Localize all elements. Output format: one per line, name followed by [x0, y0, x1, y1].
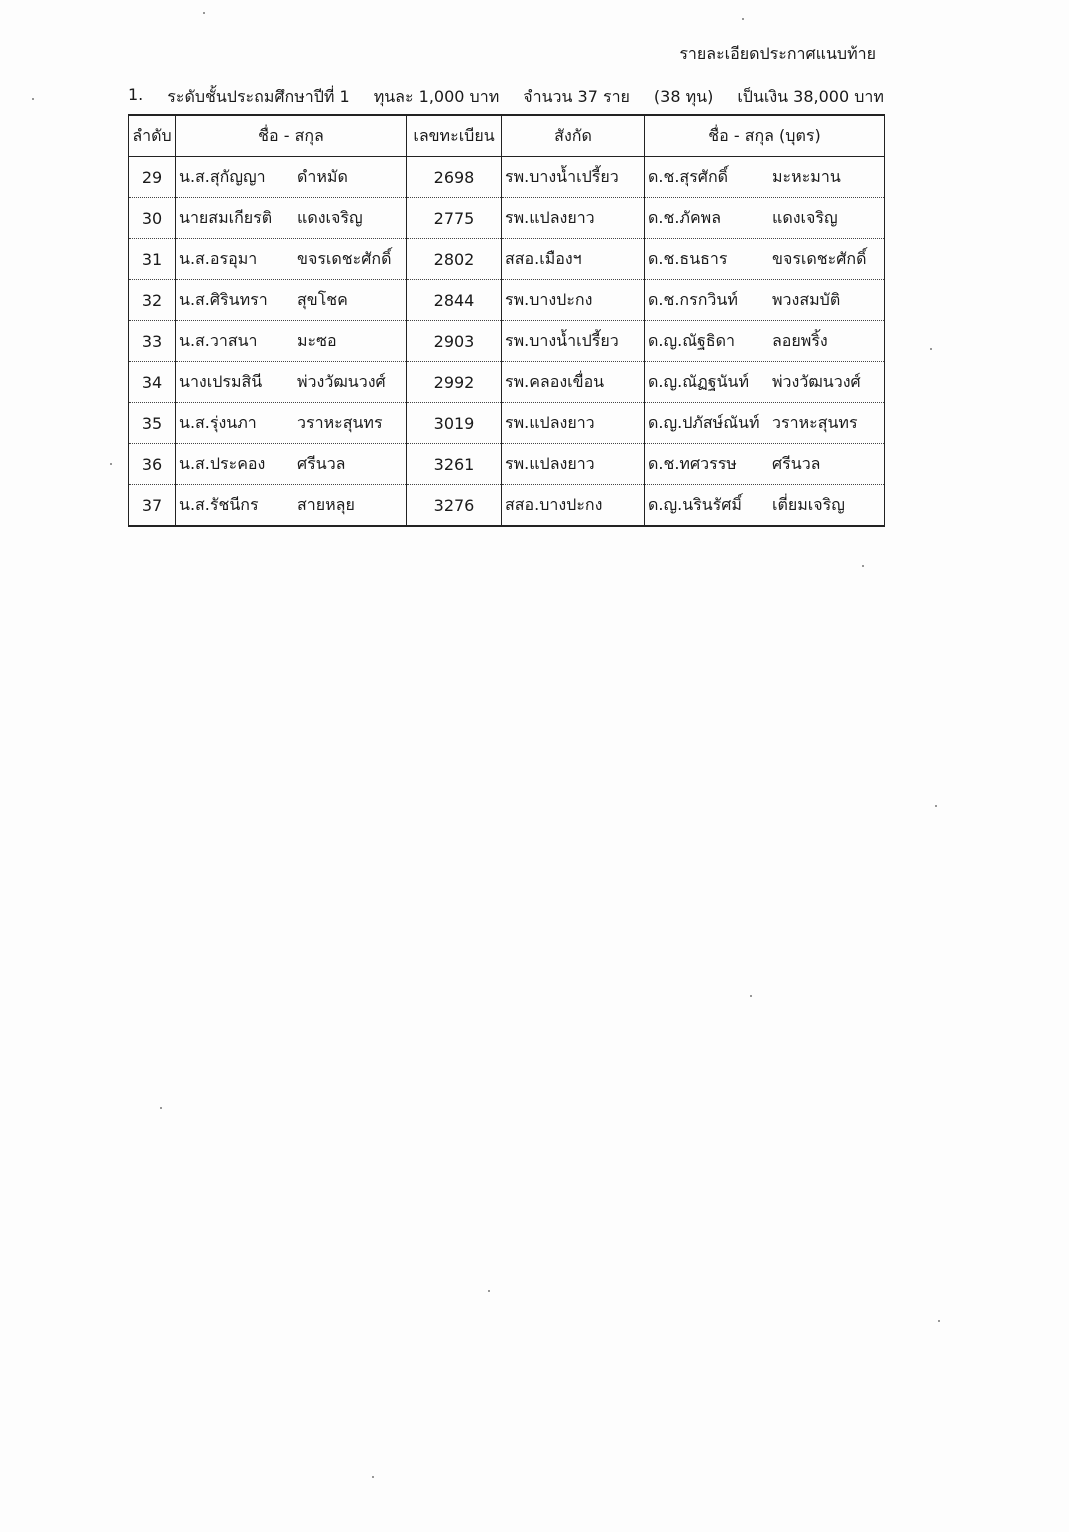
child-given-name: ด.ช.ทศวรรษ: [648, 453, 737, 473]
table-row: [129, 403, 885, 444]
surname: ดำหมัด: [297, 166, 348, 186]
table-header-row: [129, 115, 885, 157]
scan-speck: [488, 1290, 490, 1292]
cell-reg: 2992: [407, 362, 502, 403]
header-child: ชื่อ - สกุล (บุตร): [645, 115, 885, 157]
cell-child: [645, 362, 885, 403]
given-name: น.ส.รุ่งนภา: [179, 412, 257, 432]
scholarship-table: [128, 114, 885, 527]
scan-speck: [862, 565, 864, 567]
child-surname: มะหะมาน: [772, 166, 841, 186]
cell-aff: รพ.บางน้ำเปรี้ยว: [502, 321, 645, 362]
cell-no: 32: [129, 280, 176, 321]
cell-no: 36: [129, 444, 176, 485]
cell-child: [645, 321, 885, 362]
given-name: นายสมเกียรติ: [179, 207, 273, 227]
cell-reg: 3261: [407, 444, 502, 485]
child-given-name: ด.ญ.ปภัสษ์ณันท์: [648, 412, 760, 432]
section-total: เป็นเงิน 38,000 บาท: [737, 87, 884, 106]
cell-aff: รพ.บางปะกง: [502, 280, 645, 321]
cell-child: [645, 198, 885, 239]
scan-speck: [938, 1320, 940, 1322]
surname: สายหลุย: [297, 494, 355, 514]
attachment-note: รายละเอียดประกาศแนบท้าย: [679, 44, 876, 63]
child-surname: แดงเจริญ: [772, 207, 838, 227]
cell-aff: รพ.แปลงยาว: [502, 444, 645, 485]
scan-speck: [110, 463, 112, 465]
child-surname: พวงสมบัติ: [772, 289, 841, 309]
table-row: [129, 485, 885, 527]
header-name: ชื่อ - สกุล: [176, 115, 407, 157]
surname: วราหะสุนทร: [297, 412, 383, 432]
header-aff: สังกัด: [502, 115, 645, 157]
cell-name: [176, 403, 407, 444]
cell-aff: รพ.แปลงยาว: [502, 198, 645, 239]
cell-child: [645, 485, 885, 527]
cell-name: [176, 321, 407, 362]
cell-name: [176, 198, 407, 239]
cell-name: [176, 485, 407, 527]
surname: แดงเจริญ: [297, 207, 363, 227]
section-level: ระดับชั้นประถมศึกษาปีที่ 1: [167, 87, 350, 106]
child-given-name: ด.ญ.ณัฐธิดา: [648, 330, 736, 350]
cell-reg: 2698: [407, 157, 502, 198]
cell-reg: 2844: [407, 280, 502, 321]
child-surname: พ่วงวัฒนวงศ์: [772, 371, 861, 391]
cell-name: [176, 239, 407, 280]
section-number: 1.: [128, 85, 144, 104]
cell-aff: สสอ.เมืองฯ: [502, 239, 645, 280]
child-surname: ศรีนวล: [772, 453, 821, 473]
section-count: จำนวน 37 ราย: [523, 87, 630, 106]
table-row: [129, 239, 885, 280]
child-surname: ลอยพริ้ง: [772, 330, 828, 350]
given-name: น.ส.วาสนา: [179, 330, 258, 350]
header-reg: เลขทะเบียน: [407, 115, 502, 157]
scan-speck: [32, 98, 34, 100]
cell-child: [645, 239, 885, 280]
cell-child: [645, 280, 885, 321]
cell-reg: 3276: [407, 485, 502, 527]
cell-name: [176, 157, 407, 198]
surname: พ่วงวัฒนวงศ์: [297, 371, 386, 391]
scan-speck: [935, 805, 937, 807]
table-row: [129, 198, 885, 239]
cell-aff: รพ.คลองเขื่อน: [502, 362, 645, 403]
surname: ศรีนวล: [297, 453, 346, 473]
section-per-grant: ทุนละ 1,000 บาท: [373, 87, 500, 106]
child-given-name: ด.ช.ธนธาร: [648, 248, 728, 268]
cell-name: [176, 280, 407, 321]
given-name: น.ส.ศิรินทรา: [179, 289, 268, 309]
cell-reg: 3019: [407, 403, 502, 444]
cell-no: 31: [129, 239, 176, 280]
cell-no: 34: [129, 362, 176, 403]
table-row: [129, 444, 885, 485]
cell-aff: รพ.แปลงยาว: [502, 403, 645, 444]
scan-speck: [742, 18, 744, 20]
surname: สุขโชค: [297, 289, 348, 309]
child-given-name: ด.ญ.นรินรัศมิ์: [648, 494, 742, 514]
child-surname: วราหะสุนทร: [772, 412, 858, 432]
table-row: [129, 362, 885, 403]
section-heading: [128, 85, 884, 110]
given-name: น.ส.ประคอง: [179, 453, 266, 473]
cell-aff: สสอ.บางปะกง: [502, 485, 645, 527]
cell-name: [176, 362, 407, 403]
cell-no: 29: [129, 157, 176, 198]
given-name: น.ส.สุกัญญา: [179, 166, 266, 186]
child-given-name: ด.ช.สุรศักดิ์: [648, 166, 729, 186]
child-given-name: ด.ช.ภัคพล: [648, 207, 722, 227]
cell-reg: 2775: [407, 198, 502, 239]
scan-speck: [930, 348, 932, 350]
scan-speck: [203, 12, 205, 14]
cell-no: 35: [129, 403, 176, 444]
table-row: [129, 280, 885, 321]
cell-no: 37: [129, 485, 176, 527]
child-given-name: ด.ช.กรกวินท์: [648, 289, 738, 309]
cell-no: 33: [129, 321, 176, 362]
scan-speck: [372, 1476, 374, 1478]
cell-child: [645, 157, 885, 198]
cell-reg: 2903: [407, 321, 502, 362]
cell-no: 30: [129, 198, 176, 239]
cell-name: [176, 444, 407, 485]
cell-aff: รพ.บางน้ำเปรี้ยว: [502, 157, 645, 198]
table-row: [129, 321, 885, 362]
header-no: ลำดับ: [129, 115, 176, 157]
given-name: น.ส.อรอุมา: [179, 248, 258, 268]
cell-reg: 2802: [407, 239, 502, 280]
given-name: น.ส.รัชนีกร: [179, 494, 259, 514]
child-surname: เตี่ยมเจริญ: [772, 494, 845, 514]
scan-speck: [160, 1107, 162, 1109]
surname: ขจรเดชะศักดิ์: [297, 248, 392, 268]
scan-speck: [750, 995, 752, 997]
surname: มะซอ: [297, 330, 337, 350]
table-row: [129, 157, 885, 198]
cell-child: [645, 403, 885, 444]
child-surname: ขจรเดชะศักดิ์: [772, 248, 867, 268]
child-given-name: ด.ญ.ณัฏฐนันท์: [648, 371, 750, 391]
given-name: นางเปรมสินี: [179, 371, 263, 391]
section-grants: (38 ทุน): [653, 87, 714, 106]
cell-child: [645, 444, 885, 485]
